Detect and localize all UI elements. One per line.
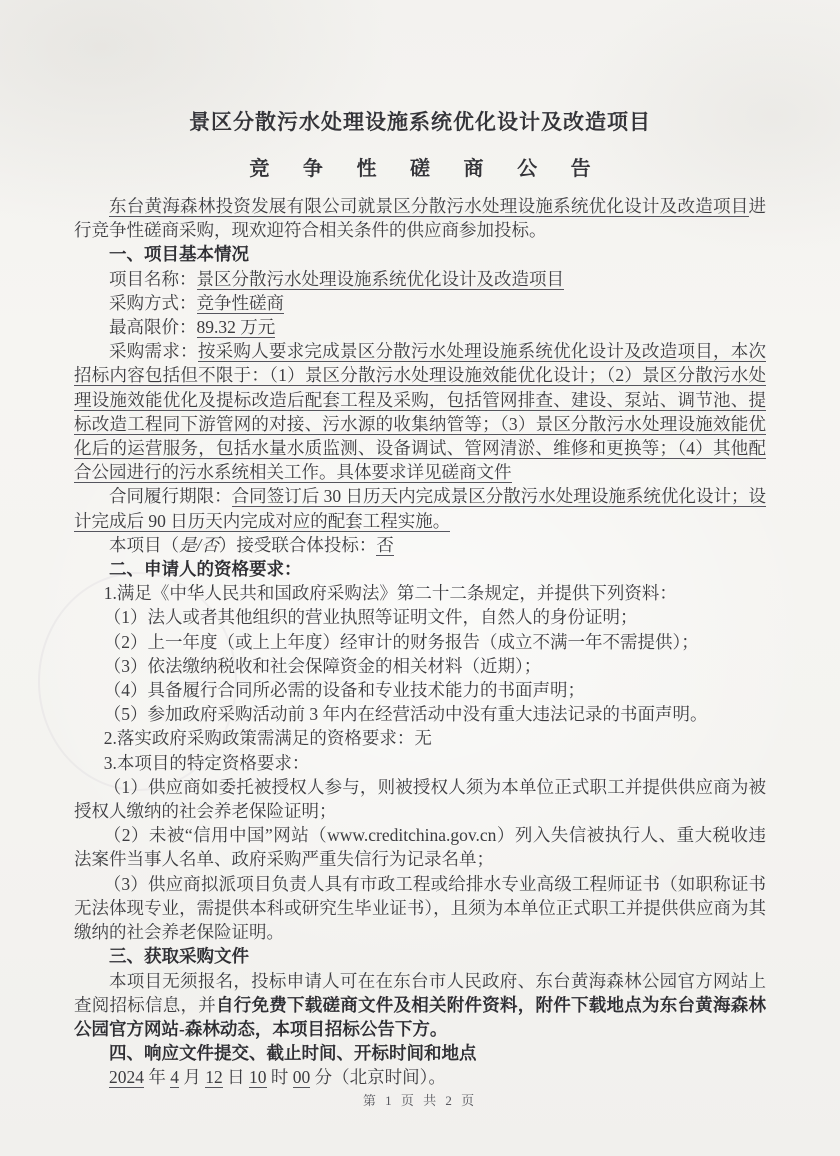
paragraph xyxy=(74,751,766,775)
text-run: 进行竞争性磋商采购，现欢迎符合相关条件的供应商参加投标。 xyxy=(74,196,766,241)
text-run: 合同签订后 30 日历天内完成景区分散污水处理设施系统优化设计；设计完成后 90 日历天内完成对应的配套工程实施。 xyxy=(74,486,767,531)
paragraph xyxy=(74,339,766,484)
text-run: 四、响应文件提交、截止时间、开标时间和地点 xyxy=(109,1043,477,1064)
section-heading xyxy=(74,557,766,581)
text-run: 东台黄海森林投资发展有限公司就景区分散污水处理设施系统优化设计及改造项目 xyxy=(109,196,749,216)
text-run: 二、申请人的资格要求： xyxy=(109,559,302,580)
text-run: ）接受联合体投标： xyxy=(218,534,377,555)
text-run: 采购方式： xyxy=(109,292,197,313)
paragraph xyxy=(74,775,766,823)
paragraph xyxy=(74,533,766,557)
paragraph xyxy=(74,267,766,291)
text-run: 12 xyxy=(205,1067,223,1088)
text-run: 3.本项目的特定资格要求： xyxy=(103,752,310,773)
text-run: 10 xyxy=(249,1067,267,1088)
text-run: （4）具备履行合同所必需的设备和专业技术能力的书面声明； xyxy=(103,680,585,701)
text-run: （1）法人或者其他组织的营业执照等证明文件，自然人的身份证明； xyxy=(103,607,638,628)
text-run: 否 xyxy=(376,534,394,555)
paragraph xyxy=(74,654,766,678)
paragraph xyxy=(74,581,766,605)
document-subtitle: 竞 争 性 磋 商 公 告 xyxy=(249,158,605,180)
paragraph xyxy=(74,605,766,629)
text-run: 2.落实政府采购政策需满足的资格要求：无 xyxy=(103,728,432,749)
text-run: （3）依法缴纳税收和社会保障资金的相关材料（近期）； xyxy=(103,655,542,676)
text-run: 项目名称： xyxy=(109,268,197,289)
paragraph xyxy=(74,630,766,654)
document-title: 景区分散污水处理设施系统优化设计及改造项目 xyxy=(189,111,651,134)
text-run: 是/否 xyxy=(179,534,219,555)
paragraph xyxy=(74,194,766,242)
paragraph xyxy=(74,872,766,945)
text-run: （2）未被“信用中国”网站（www.creditchina.gov.cn）列入失信被执行人、重大税收违法案件当事人名单、政府采购严重失信行为记录名单； xyxy=(74,825,766,870)
paragraph xyxy=(74,1065,766,1089)
text-run: 月 xyxy=(179,1067,206,1088)
section-heading xyxy=(74,242,766,266)
text-run: 本项目无须报名，投标申请人可在在东台市人民政府、东台黄海森林公园官方网站上查阅招标信息，并 xyxy=(74,970,766,1015)
text-run: 年 xyxy=(144,1067,171,1088)
text-run: 最高限价： xyxy=(109,317,197,338)
paragraph xyxy=(74,678,766,702)
page-number: 第 1 页 共 2 页 xyxy=(362,1093,478,1108)
text-run: 合同履行期限： xyxy=(109,486,232,507)
paragraph xyxy=(74,291,766,315)
text-run: 分（北京时间）。 xyxy=(310,1067,446,1088)
paragraph xyxy=(74,484,766,532)
text-run: 89.32 万元 xyxy=(196,317,276,338)
text-run: （1）供应商如委托被授权人参与，则被授权人须为本单位正式职工并提供供应商为被授权人缴纳的社会养老保险证明； xyxy=(74,776,766,822)
text-run: 日 xyxy=(222,1067,249,1088)
paragraph xyxy=(74,726,766,750)
text-run: 按采购人要求完成景区分散污水处理设施系统优化设计及改造项目，本次招标内容包括但不限于：（1）景区分散污水处理设施效能优化设计；（2）景区分散污水处理设施效能优化及提标改造后配套工程及采购，包括管网排查、建设、泵站、调节池、提标改造工程同下游管网的对接、污水源的收集纳管等；（3）景区分散污水处理设施效能优化后的运营服务，包括水量水质监测、设备调试、管网清淤、维修和更换等；（4）其他配合公园进行的污水系统相关工作。具体要求详见磋商文件 xyxy=(74,341,767,483)
paragraph xyxy=(74,702,766,726)
text-run: （2）上一年度（或上上年度）经审计的财务报告（成立不满一年不需提供）； xyxy=(103,631,699,652)
paragraph xyxy=(74,315,766,339)
section-heading xyxy=(74,944,766,968)
text-run: 4 xyxy=(170,1067,179,1088)
text-run: 本项目（ xyxy=(109,534,179,555)
text-run: （3）供应商拟派项目负责人具有市政工程或给排水专业高级工程师证书（如职称证书无法体现专业，需提供本科或研究生毕业证书），且须为本单位正式职工并提供供应商为其缴纳的社会养老保险证明。 xyxy=(74,873,766,943)
text-run: 时 xyxy=(266,1067,293,1088)
text-run: 采购需求： xyxy=(109,341,198,362)
text-run: 景区分散污水处理设施系统优化设计及改造项目 xyxy=(196,268,564,289)
text-run: 2024 xyxy=(109,1067,144,1088)
text-run: （5）参加政府采购活动前 3 年内在经营活动中没有重大违法记录的书面声明。 xyxy=(103,704,708,725)
text-run: 自行免费下载磋商文件及相关附件资料，附件下载地点为东台黄海森林公园官方网站-森林动态，本项目招标公告下方。 xyxy=(74,994,766,1039)
text-run: 一、项目基本情况 xyxy=(109,244,249,265)
text-run: 三、获取采购文件 xyxy=(109,946,249,967)
section-heading xyxy=(74,1041,766,1065)
document-content xyxy=(74,0,766,1090)
text-run: 00 xyxy=(292,1067,311,1088)
text-run: 竞争性磋商 xyxy=(196,292,284,313)
document-body xyxy=(74,194,766,1090)
paragraph xyxy=(74,969,766,1042)
text-run: 1.满足《中华人民共和国政府采购法》第二十二条规定，并提供下列资料： xyxy=(103,583,677,604)
paragraph xyxy=(74,823,766,871)
